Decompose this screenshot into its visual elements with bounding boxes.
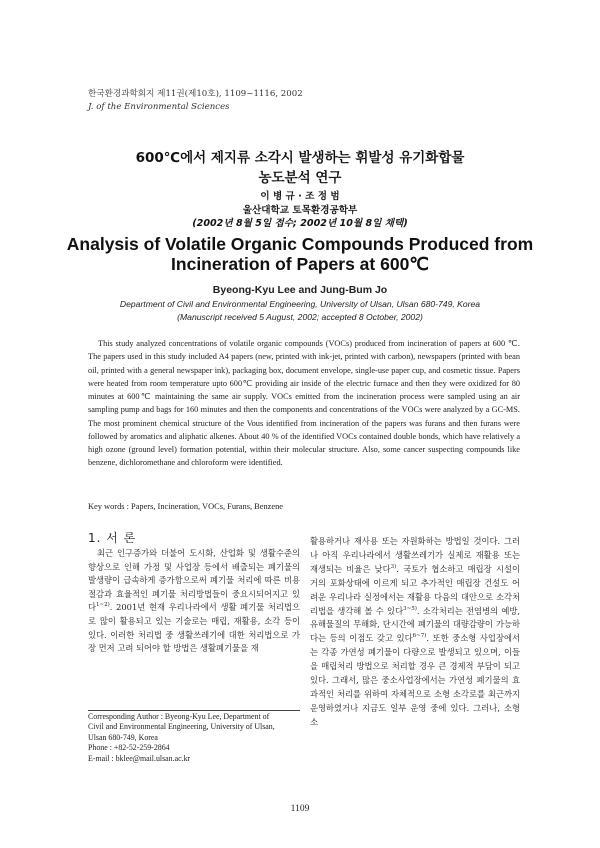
footnote-phone: Phone : +82-52-259-2864 [88,743,170,753]
abstract: This study analyzed concentrations of volatile organic compounds (VOCs) produced from incineration of papers at 600 ℃. The papers used in this study included A4 papers (new, printed with ink-jet, printed with carbon), newspapers (printed with bean oil, printed with a general newspaper ink), packaging box, document envelope, single-use paper cup, and cosmetic tissue. Papers were heated from room temperature upto 600℃ providing air inside of the electric furnace and then they were oxidized for 80 minutes at 600℃ maintaining the same air supply. VOCs emitted from the incineration process were sampled using an air sampling pump and bags for 160 minutes and then the components and concentrations of the VOCs were analyzed by a GC-MS. The most prominent chemical structure of the Vous identified from incineration of the papers was furans and then furans were followed by aromatics and aliphatic alkenes. About 40 % of the identified VOCs contained double bonds, which have relatively a high ozone (ground level) formation potential, within their molecular structure. Also, some cancer suspecting compounds like benzene, dichloromethane and chloroform were identified. [88,339,520,468]
journal-name-en: J. of the Environmental Sciences [88,102,230,112]
intro-text-part: . 2001년 현재 우리나라에서 생활 폐기물 처리법으로 많이 활용되고 있는 기술로는 매립, 재활용, 소각 등이 있다. 이러한 처리법 중 생활쓰레기에 대한 처리법으로 가장 먼저 고려 되어야 할 방법은 생활폐기물을 재 [88,602,300,654]
intro-paragraph-right [310,535,520,730]
english-author-names: Byeong-Kyu Lee and Jung-Bum Jo [212,284,388,296]
section-heading: 1. 서 론 [88,531,137,545]
korean-title [0,148,600,188]
journal-citation: 한국환경과학회지 제11권(제10호), 1109~1116, 2002 [88,89,303,99]
page-number: 1109 [290,804,310,814]
citation-ref: 3~5) [403,605,417,612]
intro-paragraph-left [88,547,300,656]
left-column [88,530,300,656]
korean-affiliation: 울산대학교 토목환경공학부 [242,204,358,216]
korean-author-names: 이 병 규 · 조 정 범 [260,191,340,202]
english-authors-block [0,283,600,323]
korean-title-line2: 농도분석 연구 [258,170,342,186]
intro-text-part: 활용하거나 재사용 또는 자원화하는 방법일 것이다. 그러나 아직 우리나라에서 생활쓰레기가 실제로 재활용 또는 재생되는 비율은 낮다 [310,536,520,574]
korean-authors-block [0,190,600,231]
english-received-dates: (Manuscript received 5 August, 2002; accepted 8 October, 2002) [177,311,423,322]
intro-text-part: . 또한 중소형 사업장에서는 각종 가연성 폐기물이 다량으로 발생되고 있으며, 이들을 매립처리 방법으로 처리할 경우 큰 경제적 부담이 되고 있다. 그래서, 많은 중소사업장에서는 가연성 폐기물의 효과적인 처리를 위하여 자체적으로 소형 소각로를 최근까지 운영하였거나 지금도 일부 운영 중에 있다. 그러나, 소형 소 [310,633,520,727]
english-title-line1: Analysis of Volatile Organic Compounds Produced from [66,234,534,254]
citation-ref: 6~7) [412,633,427,640]
footnote-line: Ulsan 680-749, Korea [88,732,158,742]
english-affiliation: Department of Civil and Environmental Engineering, University of Ulsan, Ulsan 680-749, Korea [119,299,481,309]
citation-ref: 1~2) [96,602,110,609]
intro-text-part: . 소각처리는 전염병의 예방, 유해물질의 무해화, 단시간에 폐기물의 대량감량이 가능하다는 등의 이점도 갖고 있다 [310,605,520,644]
korean-received-dates: (2002년 8월 5일 접수; 2002년 10월 8일 채택) [192,218,408,229]
corresponding-author-footnote [88,712,300,764]
intro-text-part: . 국토가 협소하고 매립장 시설이 거의 포화상태에 이르게 되고 추가적인 매립장 건설도 어려운 우리나라 실정에서는 재활용 다음의 대안으로 소각처리법을 생각해 볼 수 있다 [310,563,520,616]
english-title [0,234,600,274]
intro-text-part: 최근 인구증가와 더불어 도시화, 산업화 및 생활수준의 향상으로 인해 가정 및 사업장 등에서 배출되는 폐기물의 발생량이 급속하게 증가함으로써 폐기물 처리에 따른 비용절감과 효율적인 폐기물 처리방법들이 중요시되어지고 있다 [88,548,300,613]
footnote-line: Civil and Environmental Engineering, University of Ulsan, [88,722,275,732]
korean-title-line1: 600℃에서 제지류 소각시 발생하는 휘발성 유기화합물 [135,150,465,166]
english-title-line2: Incineration of Papers at 600℃ [171,254,429,274]
footnote-line: Corresponding Author : Byeong-Kyu Lee, Department of [88,712,270,721]
citation-ref: 3) [390,564,397,571]
keywords: Key words : Papers, Incineration, VOCs, Furans, Benzene [88,502,283,511]
journal-header [88,88,303,114]
footnote-email: E-mail : bklee@mail.ulsan.ac.kr [88,753,191,763]
footnote-divider [88,710,300,711]
